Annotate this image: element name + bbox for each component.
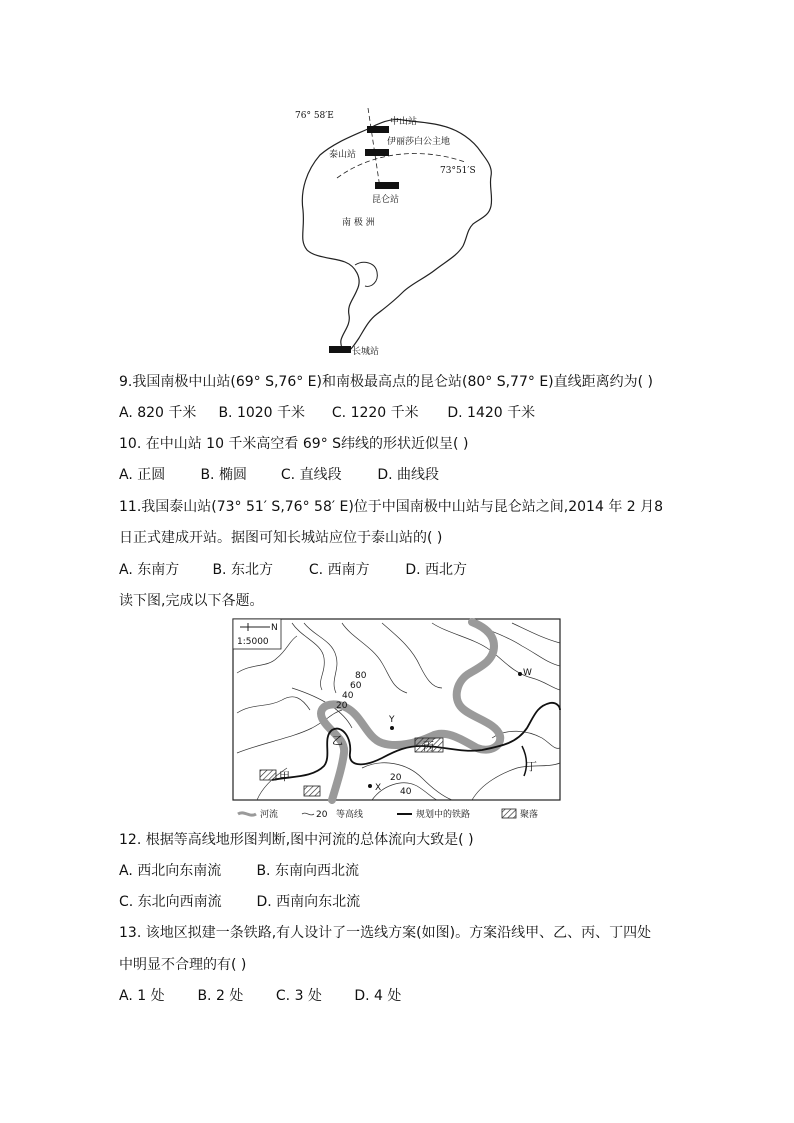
taishan-label: 泰山站 [329,150,357,160]
antarctica-label: 南 极 洲 [342,218,375,228]
q11-option-b[interactable]: B. 东北方 [212,562,273,578]
q12-option-a[interactable]: A. 西北向东南流 [119,863,222,879]
q11-option-c[interactable]: C. 西南方 [308,562,370,578]
legend-settlement-icon [502,809,516,818]
legend-contour-value: 20 [316,810,328,820]
taishan-station-marker [365,149,389,156]
q13-option-d[interactable]: D. 4 处 [354,988,402,1004]
question-13-stem-1: 13. 该地区拟建一条铁路,有人设计了一选线方案(如图)。方案沿线甲、乙、丙、丁四处 [119,925,652,941]
legend-settlement-label: 聚落 [520,810,539,820]
point-y-icon [390,726,394,730]
contour-label-20b: 20 [390,773,402,783]
point-x-icon [368,784,372,788]
legend-river-label: 河流 [260,810,279,820]
q10-option-a[interactable]: A. 正圆 [119,467,166,483]
q13-option-b[interactable]: B. 2 处 [197,988,244,1004]
legend-contour-label: 等高线 [336,810,364,820]
contour-map [232,618,562,824]
q9-option-c[interactable]: C. 1220 千米 [331,405,419,421]
question-11-stem-1: 11.我国泰山站(73° 51′ S,76° 58′ E)位于中国南极中山站与昆仑站之间,2014 年 2 月8 [119,499,664,515]
question-13-stem-2: 中明显不合理的有( ) [119,957,247,973]
contour-label-20: 20 [336,701,348,711]
contour-label-80: 80 [355,671,367,681]
inner-bay [355,262,377,286]
q13-option-c[interactable]: C. 3 处 [275,988,322,1004]
q11-option-a[interactable]: A. 东南方 [119,562,180,578]
legend-railway-label: 规划中的铁路 [416,810,471,820]
legend-contour-icon [302,813,314,815]
question-9-options [119,404,535,422]
contour-label-40b: 40 [400,787,412,797]
q12-option-c[interactable]: C. 东北向西南流 [119,894,222,910]
point-w-icon [518,672,522,676]
question-11-options [119,561,467,579]
label-y: Y [389,715,395,725]
label-w: W [523,668,532,678]
q10-option-c[interactable]: C. 直线段 [280,467,342,483]
question-13-options [119,987,401,1005]
label-x: X [375,783,382,793]
q9-option-a[interactable]: A. 820 千米 [119,405,197,421]
label-jia: 甲 [279,770,290,783]
q11-option-d[interactable]: D. 西北方 [405,562,468,578]
settlement-jia-icon [260,770,276,780]
question-12-stem: 12. 根据等高线地形图判断,图中河流的总体流向大致是( ) [119,832,474,848]
zhongshan-station-marker [367,126,389,133]
elizabeth-label: 伊丽莎白公主地 [387,137,451,147]
question-10-stem: 10. 在中山站 10 千米高空看 69° S纬线的形状近似呈( ) [119,436,469,452]
q12-option-d[interactable]: D. 西南向东北流 [256,894,361,910]
meridian-line [368,108,380,188]
question-9-stem: 9.我国南极中山站(69° S,76° E)和南极最高点的昆仑站(80° S,77° E)直线距离约为( ) [119,374,654,390]
q12-option-b[interactable]: B. 东南向西北流 [256,863,359,879]
intro-text: 读下图,完成以下各题。 [119,593,264,609]
legend-river-icon [238,813,256,815]
kunlun-station-marker [375,182,399,189]
contour-label-40: 40 [342,691,354,701]
settlement-jia2-icon [304,786,320,796]
label-ding: 丁 [526,760,537,773]
changcheng-label: 长城站 [352,347,380,357]
changcheng-station-marker [329,346,351,353]
q10-option-b[interactable]: B. 椭圆 [200,467,247,483]
q9-option-b[interactable]: B. 1020 千米 [218,405,306,421]
question-12-options-row2 [119,893,360,911]
q13-option-a[interactable]: A. 1 处 [119,988,165,1004]
q10-option-d[interactable]: D. 曲线段 [377,467,440,483]
scale-label: 1:5000 [237,637,269,647]
question-11-stem-2: 日正式建成开站。据图可知长城站应位于泰山站的( ) [119,530,443,546]
north-label: N [271,623,278,633]
question-12-options-row1 [119,862,359,880]
label-yi: 乙 [332,734,343,747]
contour-label-60: 60 [350,681,362,691]
label-bing: 丙 [423,740,434,753]
zhongshan-label: 中山站 [390,117,418,127]
lon-label: 76° 58′E [295,111,334,121]
kunlun-label: 昆仑站 [372,195,400,205]
legend [238,808,538,820]
antarctica-map [285,100,515,362]
question-10-options [119,466,439,484]
q9-option-d[interactable]: D. 1420 千米 [447,405,536,421]
lat-label: 73°51′S [440,166,476,176]
